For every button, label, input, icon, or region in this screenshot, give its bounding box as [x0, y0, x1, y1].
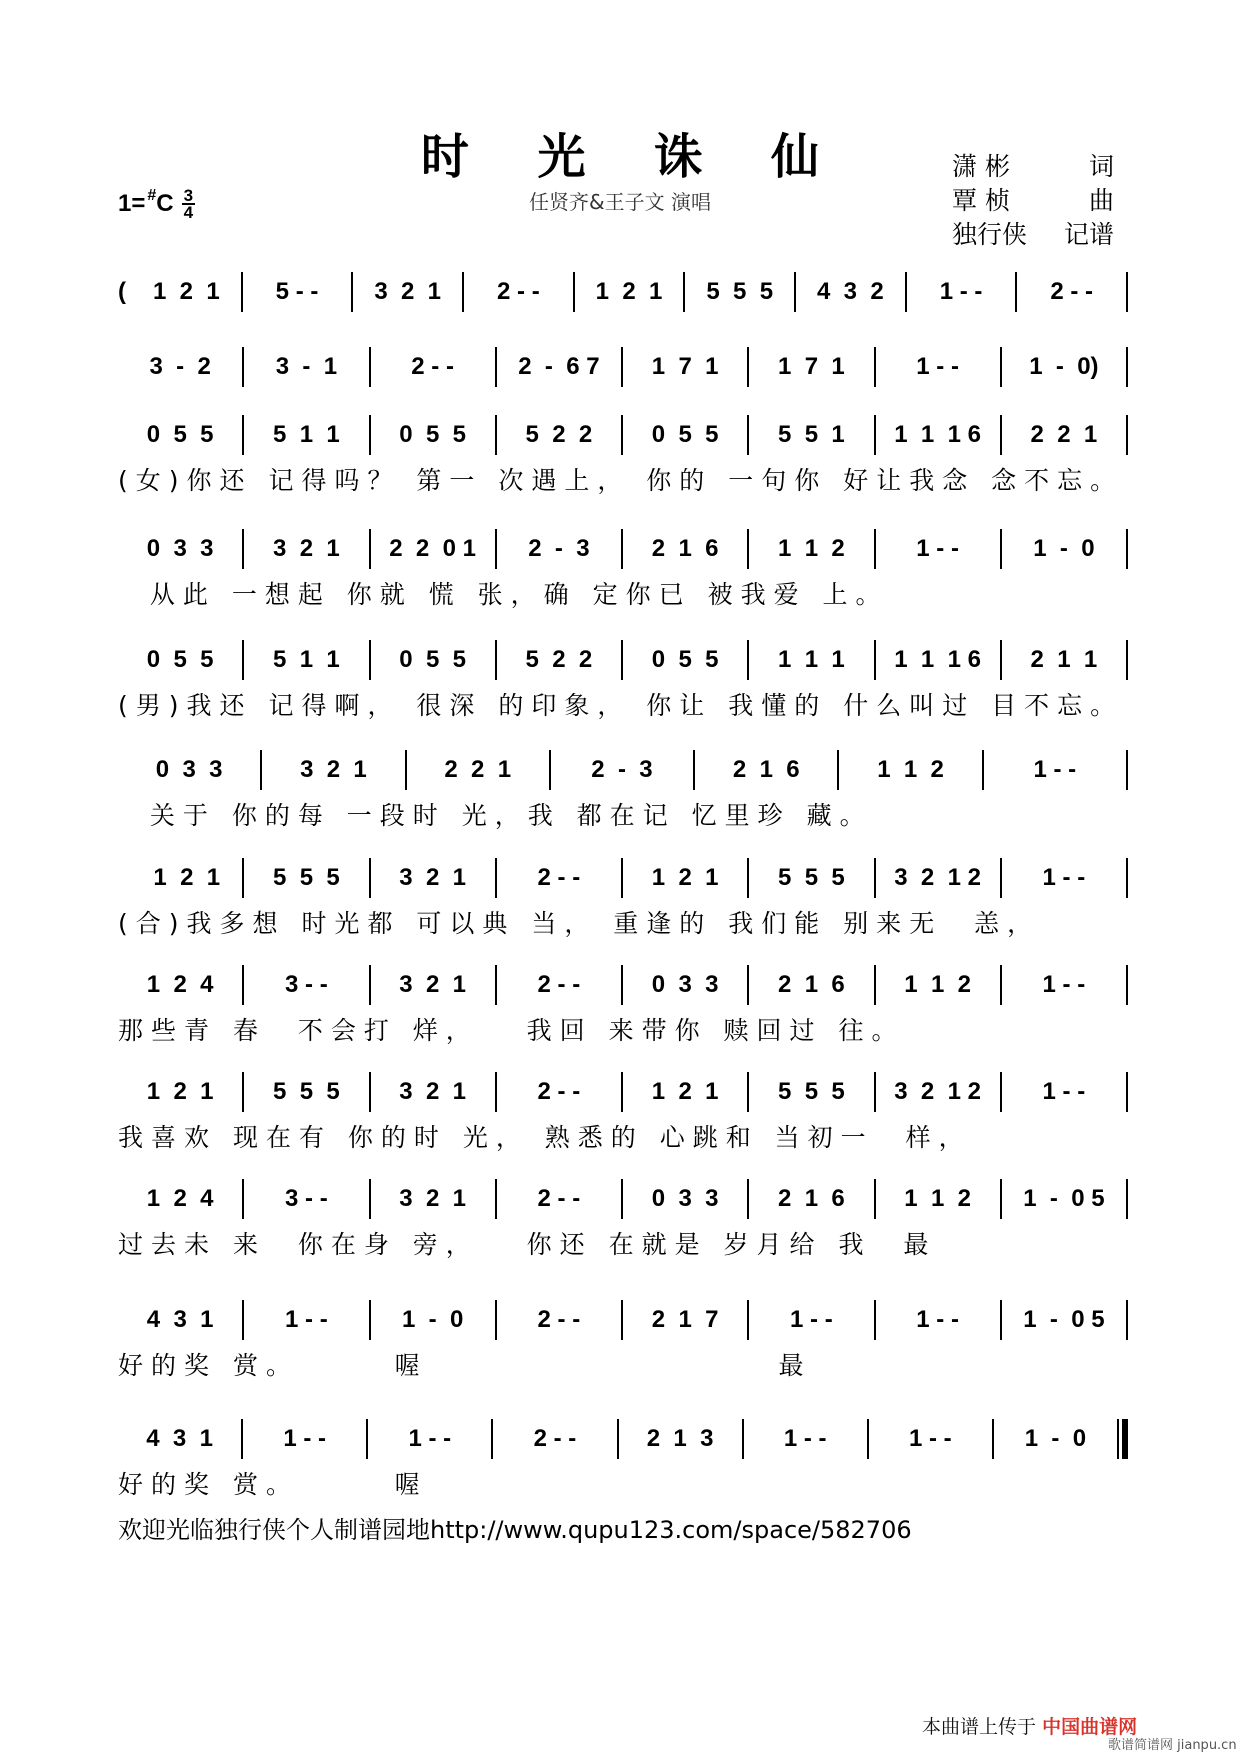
score-system	[118, 856, 1128, 940]
measure: 1 2 1	[152, 278, 220, 305]
measure: 1 - -	[285, 1306, 328, 1333]
repeat-paren: (	[118, 278, 126, 305]
measure: 2 - -	[537, 971, 581, 998]
notes-row	[118, 856, 1128, 900]
lyrics-line: 从此 一想起 你就 慌 张，确 定你已 被我爱 上。	[118, 580, 889, 609]
measure: 1 1 2	[904, 1185, 971, 1212]
key-note: C	[156, 190, 174, 217]
score-system	[118, 1070, 1128, 1154]
measure: 2 1 6	[778, 1185, 845, 1212]
measure: 2 1 1	[1030, 646, 1098, 673]
measure: 5 5 5	[778, 1078, 845, 1105]
measure: 0 5 5	[146, 646, 214, 673]
measure: 1 - -	[1042, 1078, 1086, 1105]
time-bottom: 4	[183, 203, 194, 222]
score-system	[118, 413, 1128, 497]
notes-row	[118, 345, 1128, 389]
measure: 5 5 5	[706, 278, 774, 305]
upload-text: 本曲谱上传于	[922, 1716, 1037, 1738]
measure: 1 - 0)	[1029, 353, 1099, 380]
measure: 0 3 3	[155, 756, 223, 783]
measure: 1 1 2	[904, 971, 971, 998]
measure: 2 - 6 7	[518, 353, 600, 380]
time-signature	[182, 188, 195, 220]
measure: 2 - -	[537, 864, 581, 891]
notes-row	[118, 963, 1128, 1007]
measure: 3 2 1	[399, 864, 466, 891]
barline	[1126, 347, 1128, 387]
credits	[952, 150, 1114, 252]
credit-role: 曲	[1088, 186, 1114, 215]
measure: 3 2 1	[399, 1185, 466, 1212]
measure: 0 5 5	[399, 421, 466, 448]
measure: 1 - -	[1042, 971, 1086, 998]
lyrics-line: 好的奖 赏。 喔	[118, 1470, 428, 1499]
measure: 1 - 0	[1033, 535, 1095, 562]
barline	[1126, 750, 1128, 790]
brand-logo: 中国曲谱网	[1042, 1716, 1138, 1738]
measure: 1 1 1	[778, 646, 845, 673]
lyrics-line: 那些青 春 不会打 烊， 我回 来带你 赎回过 往。	[118, 1016, 905, 1045]
measure: 2 - -	[537, 1306, 581, 1333]
song-title: 时 光 诛 仙	[420, 129, 846, 185]
measure: 2 - -	[411, 353, 454, 380]
barline	[1126, 965, 1128, 1005]
barline	[1126, 529, 1128, 569]
measure: 1 - -	[790, 1306, 833, 1333]
measure: 1 2 1	[595, 278, 663, 305]
measure: 1 - -	[408, 1425, 452, 1452]
measure: 4 3 1	[146, 1425, 213, 1452]
measure: 2 2 1	[1030, 421, 1098, 448]
notes-row	[118, 638, 1128, 682]
measure: 1 - -	[916, 535, 959, 562]
notes-row	[118, 1177, 1128, 1221]
measure: 1 - -	[783, 1425, 827, 1452]
measure: 1 - -	[916, 353, 959, 380]
score-system	[118, 1298, 1128, 1382]
measure: 1 - 0 5	[1023, 1306, 1105, 1333]
measure: 1 2 1	[651, 864, 719, 891]
notes-row	[118, 748, 1128, 792]
measure: 3 - -	[285, 971, 328, 998]
measure: 1 2 1	[651, 1078, 719, 1105]
key-signature	[118, 188, 195, 220]
measure: 1 - -	[908, 1425, 952, 1452]
footer-link[interactable]: 欢迎光临独行侠个人制谱园地http://www.qupu123.com/space/582706	[118, 1516, 912, 1544]
barline	[1126, 415, 1128, 455]
lyrics-line: 我喜欢 现在有 你的时 光， 熟悉的 心跳和 当初一 样，	[118, 1123, 972, 1152]
notes-row	[118, 270, 1128, 314]
notes-row	[118, 1417, 1128, 1461]
score-system	[118, 270, 1128, 318]
measure: 1 - -	[1033, 756, 1077, 783]
measure: 1 1 1 6	[894, 646, 981, 673]
credit-name: 潇 彬	[952, 152, 1010, 181]
barline	[1126, 272, 1128, 312]
score-system	[118, 1417, 1128, 1501]
measure: 2 1 6	[732, 756, 800, 783]
measure: 2 - 3	[591, 756, 653, 783]
score-system	[118, 1177, 1128, 1261]
credit-name: 独行侠	[952, 220, 1028, 249]
measure: 3 2 1	[273, 535, 340, 562]
measure: 5 2 2	[525, 421, 593, 448]
measure: 5 1 1	[273, 646, 340, 673]
measure: 1 - -	[1042, 864, 1086, 891]
measure: 0 3 3	[651, 971, 719, 998]
credit-composer	[952, 184, 1114, 218]
measure: 2 - -	[537, 1185, 581, 1212]
score-system	[118, 963, 1128, 1047]
credit-lyricist	[952, 150, 1114, 184]
score-system	[118, 527, 1128, 611]
measure: 1 2 1	[146, 1078, 214, 1105]
notes-row	[118, 527, 1128, 571]
measure: 5 2 2	[525, 646, 593, 673]
lyrics-line: 关于 你的每 一段时 光，我 都在记 忆里珍 藏。	[118, 801, 873, 830]
measure: 3 - 1	[275, 353, 338, 380]
time-top: 3	[183, 186, 194, 205]
measure: 3 2 1	[374, 278, 442, 305]
measure: 2 - -	[533, 1425, 577, 1452]
credit-role: 记谱	[1063, 220, 1114, 249]
measure: 2 1 6	[778, 971, 845, 998]
measure: 1 - 0	[401, 1306, 464, 1333]
measure: 2 - -	[1050, 278, 1094, 305]
measure: 3 2 1	[399, 1078, 466, 1105]
site-watermark: 歌谱简谱网 jianpu.cn	[1108, 1738, 1237, 1753]
score-system	[118, 748, 1128, 832]
barline	[1126, 1072, 1128, 1112]
singers: 任贤齐&王子文 演唱	[529, 190, 711, 214]
measure: 1 1 2	[778, 535, 845, 562]
measure: 5 - -	[275, 278, 319, 305]
measure: 3 2 1	[399, 971, 466, 998]
measure: 4 3 2	[817, 278, 884, 305]
measure: 0 5 5	[146, 421, 214, 448]
lyrics-line: (合)我多想 时光都 可以典 当， 重逢的 我们能 别来无 恙，	[118, 909, 1041, 938]
measure: 1 1 2	[877, 756, 944, 783]
measure: 0 5 5	[651, 646, 719, 673]
barline	[1126, 858, 1128, 898]
lyrics-line: (男)我还 记得啊， 很深 的印象， 你让 我懂的 什么叫过 目不忘。	[118, 691, 1124, 720]
measure: 1 7 1	[778, 353, 845, 380]
measure: 3 2 1 2	[894, 864, 981, 891]
key-prefix: 1=	[118, 190, 146, 217]
measure: 3 - 2	[149, 353, 211, 380]
measure: 1 7 1	[651, 353, 719, 380]
credit-role: 词	[1088, 152, 1114, 181]
credit-name: 覃 桢	[952, 186, 1010, 215]
measure: 2 1 6	[651, 535, 719, 562]
measure: 0 3 3	[651, 1185, 719, 1212]
measure: 2 - 3	[528, 535, 590, 562]
measure: 2 - -	[537, 1078, 581, 1105]
measure: 2 2 0 1	[389, 535, 476, 562]
lyrics-line: 好的奖 赏。 喔 最	[118, 1351, 812, 1380]
measure: 1 - -	[916, 1306, 959, 1333]
measure: 4 3 1	[146, 1306, 214, 1333]
measure: 1 2 4	[146, 1185, 214, 1212]
barline	[1117, 1419, 1128, 1459]
measure: 2 - -	[497, 278, 540, 305]
measure: 2 1 7	[651, 1306, 719, 1333]
measure: 2 2 1	[444, 756, 512, 783]
measure: 1 2 4	[146, 971, 214, 998]
score-system	[118, 638, 1128, 722]
measure: 5 5 5	[778, 864, 845, 891]
measure: 1 2 1	[140, 864, 221, 891]
sharp-icon: #	[147, 187, 157, 204]
barline	[1126, 1179, 1128, 1219]
credit-transcriber	[952, 218, 1114, 252]
measure: 5 5 5	[273, 864, 340, 891]
measure: 0 3 3	[146, 535, 214, 562]
notes-row	[118, 1070, 1128, 1114]
measure: 5 5 1	[778, 421, 845, 448]
lyrics-line: (女)你还 记得吗？ 第一 次遇上， 你的 一句你 好让我念 念不忘。	[118, 466, 1124, 495]
measure: 0 5 5	[651, 421, 719, 448]
measure: 1 1 1 6	[894, 421, 981, 448]
measure: 1 - 0 5	[1023, 1185, 1105, 1212]
measure: 1 - 0	[1024, 1425, 1087, 1452]
measure: 3 2 1	[300, 756, 367, 783]
measure: 3 - -	[285, 1185, 328, 1212]
measure: 1 - -	[283, 1425, 327, 1452]
measure: 5 1 1	[273, 421, 340, 448]
measure: 2 1 3	[646, 1425, 714, 1452]
measure: 5 5 5	[273, 1078, 340, 1105]
notes-row	[118, 1298, 1128, 1342]
score-system	[118, 345, 1128, 393]
measure: 3 2 1 2	[894, 1078, 981, 1105]
measure: 1 - -	[939, 278, 983, 305]
watermark	[922, 1712, 1137, 1739]
barline	[1126, 1300, 1128, 1340]
lyrics-line: 过去未 来 你在身 旁， 你还 在就是 岁月给 我 最	[118, 1230, 937, 1259]
measure: 0 5 5	[399, 646, 466, 673]
notes-row	[118, 413, 1128, 457]
barline	[1126, 640, 1128, 680]
